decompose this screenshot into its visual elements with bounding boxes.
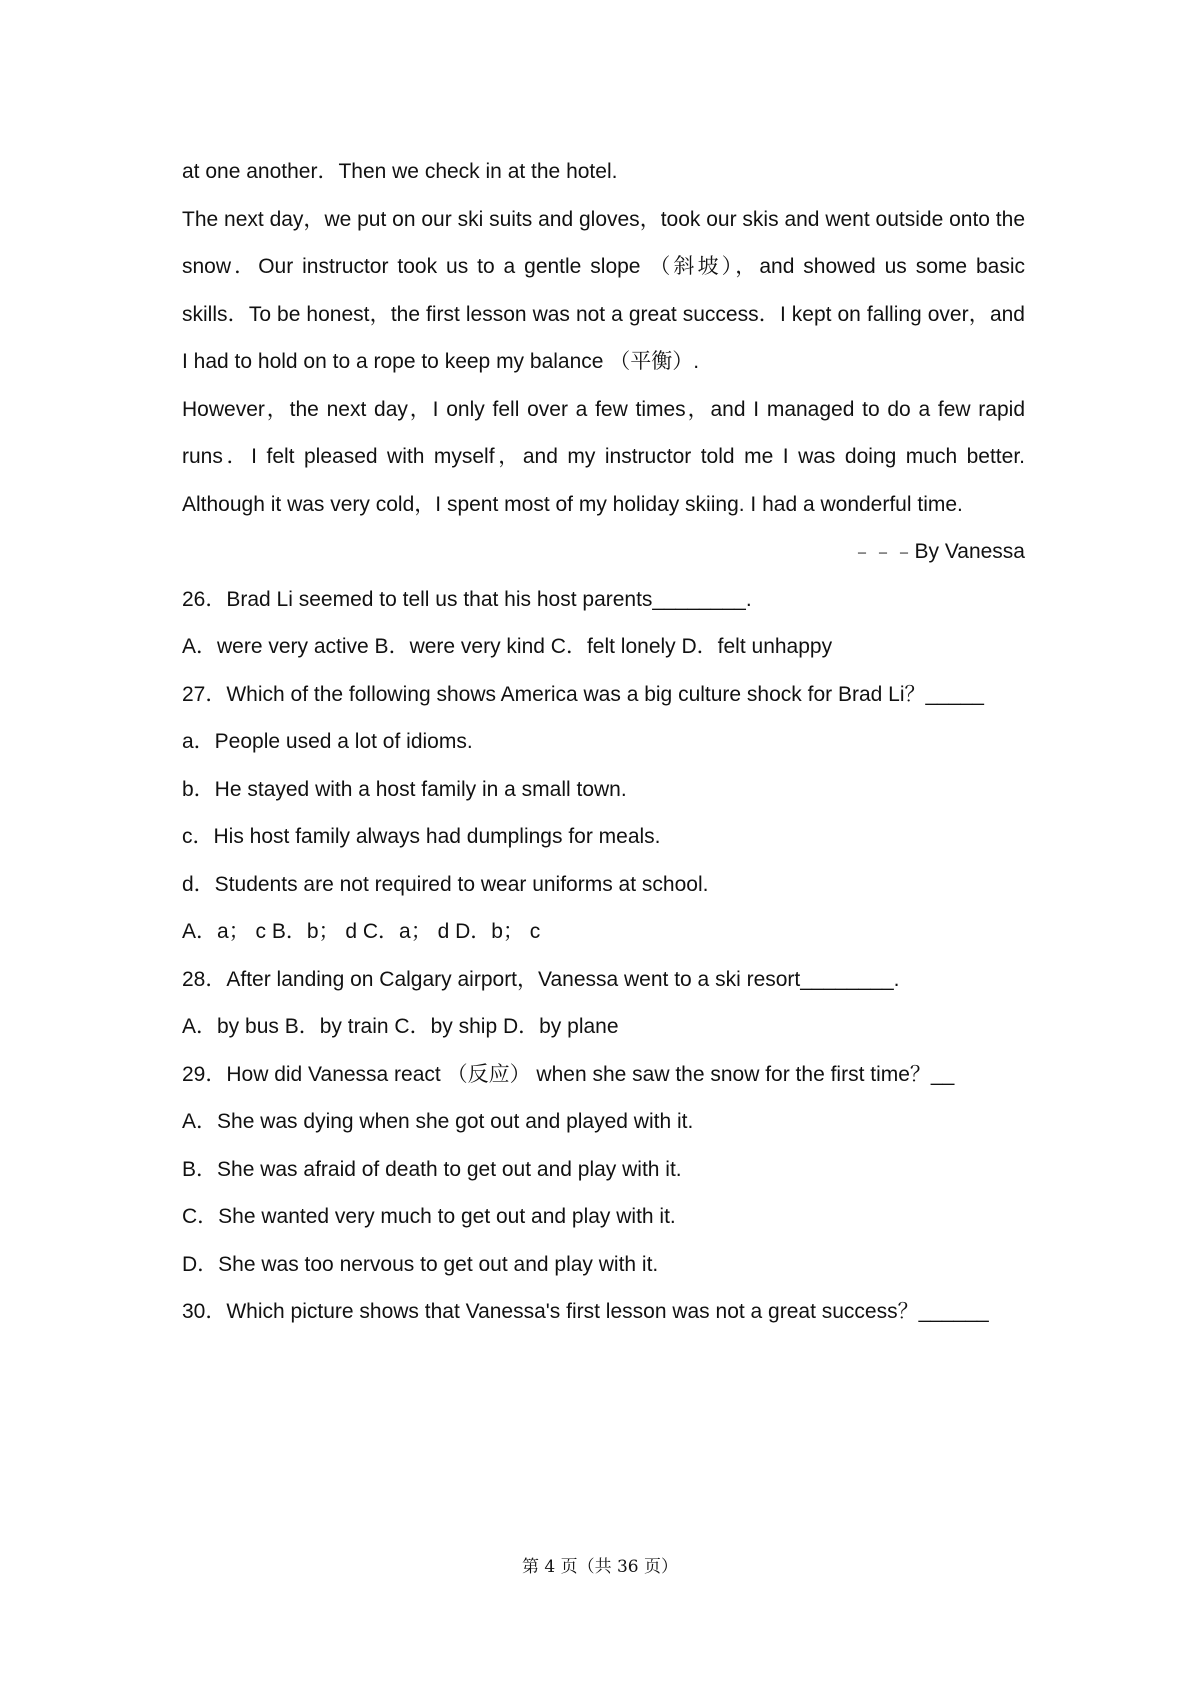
page-footer: 第 4 页（共 36 页）: [521, 1557, 679, 1577]
question-27-options: A．a； c B．b； d C．a； d D．b； c: [182, 920, 541, 943]
question-29-option-b: B．She was afraid of death to get out and play with it.: [182, 1157, 682, 1181]
question-27-item-d: d．Students are not required to wear uniforms at school.: [182, 872, 709, 896]
passage-paragraph-2: The next day，we put on our ski suits and gloves，took our skis and went outside onto the snow．Our instructor took us to a gentle slope （斜坡），and showed us some basic skills．To be honest，the first lesson was not a great success．I kept on falling over，and I had to hold on to a rope to keep my balance （平衡）.: [182, 207, 1025, 373]
question-26-stem: 26．Brad Li seemed to tell us that his host parents________.: [182, 587, 752, 611]
question-26-options: A．were very active B．were very kind C．felt lonely D．felt unhappy: [182, 635, 833, 658]
question-27-item-b: b．He stayed with a host family in a small town.: [182, 777, 627, 801]
question-27-item-a: a．People used a lot of idioms.: [182, 730, 473, 753]
passage-signature: ﹣﹣﹣By Vanessa: [851, 540, 1025, 563]
passage-paragraph-1: at one another．Then we check in at the hotel.: [182, 160, 618, 183]
page-content: [182, 148, 1025, 1336]
question-29-option-a: A．She was dying when she got out and played with it.: [182, 1110, 694, 1133]
question-29-stem: 29．How did Vanessa react （反应） when she saw the snow for the first time？__: [182, 1062, 955, 1086]
passage-paragraph-3: However，the next day，I only fell over a few times，and I managed to do a few rapid runs．I felt pleased with myself，and my instructor told me I was doing much better. Although it was very cold，I spent most of my holiday skiing. I had a wonderful time.: [182, 397, 1025, 516]
question-29-option-c: C．She wanted very much to get out and play with it.: [182, 1205, 676, 1228]
question-28-stem: 28．After landing on Calgary airport，Vanessa went to a ski resort________.: [182, 967, 900, 991]
question-28-options: A．by bus B．by train C．by ship D．by plane: [182, 1015, 619, 1038]
question-27-item-c: c．His host family always had dumplings for meals.: [182, 825, 661, 848]
question-30-stem: 30．Which picture shows that Vanessa's first lesson was not a great success？______: [182, 1300, 989, 1323]
question-29-option-d: D．She was too nervous to get out and play with it.: [182, 1252, 659, 1276]
question-27-stem: 27．Which of the following shows America was a big culture shock for Brad Li？_____: [182, 682, 984, 706]
